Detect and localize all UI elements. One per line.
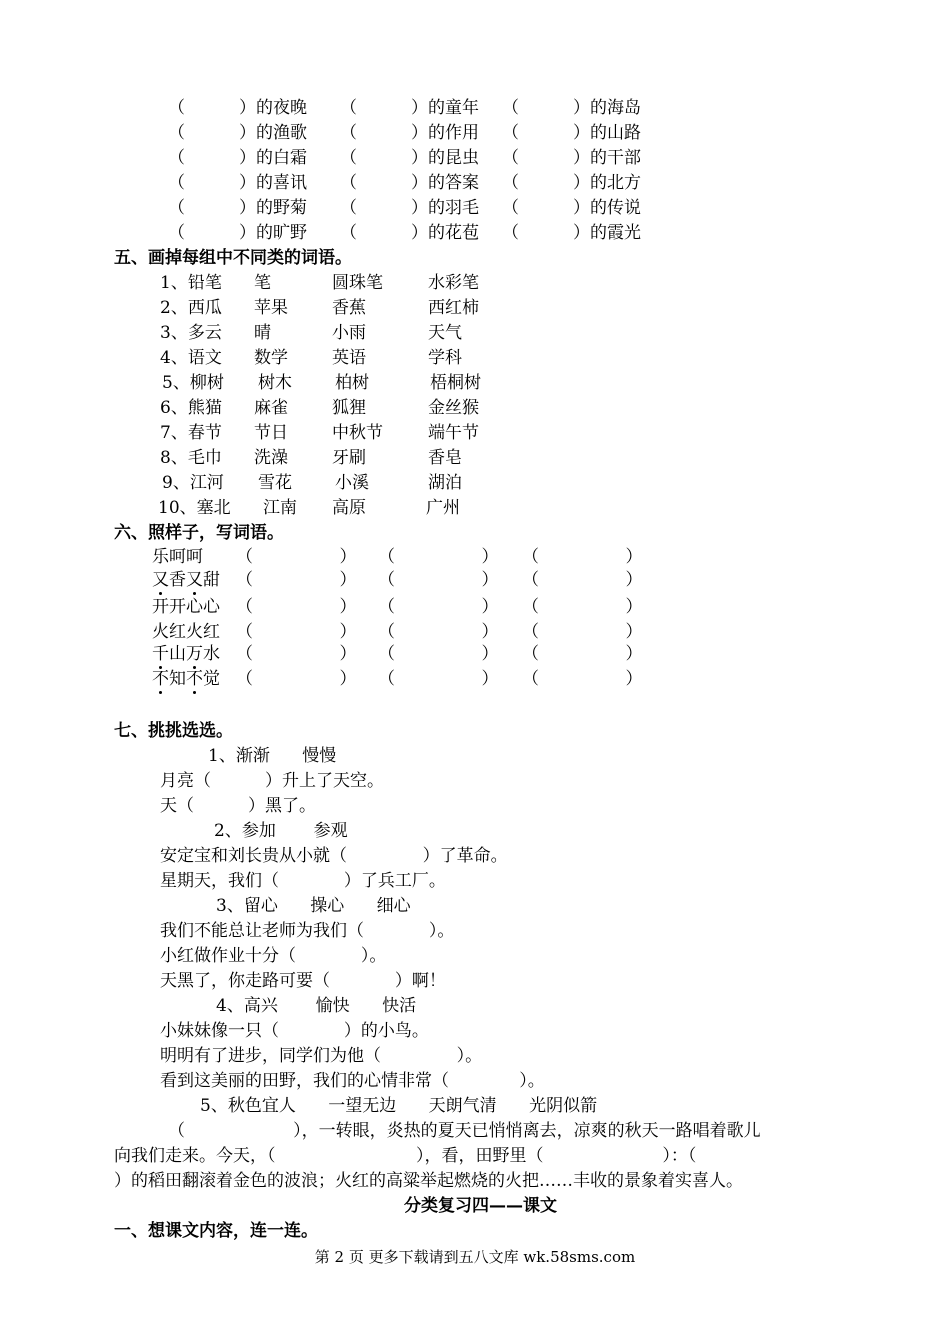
sec6-blank[interactable]: （ ） [236,644,357,664]
sentence: 我们不能总让老师为我们（ ）。 [160,921,455,941]
sec5-word: 学科 [428,348,462,368]
sec5-word: 小溪 [335,473,369,493]
sec4-cell: （ ）的传说 [502,198,642,218]
sec4-cell: （ ）的答案 [340,173,480,193]
sec1-heading: 一、想课文内容，连一连。 [114,1221,318,1241]
sec5-word: 7、春节 [160,423,222,443]
sec5-word: 3、多云 [160,323,222,343]
sec4-cell: （ ）的白霜 [168,148,308,168]
group-title: 1、渐渐 慢慢 [208,746,337,766]
emphasis-dot [193,666,196,669]
sec5-word: 江南 [263,498,297,518]
emphasis-dot [159,691,162,694]
sec4-cell: （ ）的霞光 [502,223,642,243]
group-title: 5、秋色宜人 一望无边 天朗气清 光阴似箭 [200,1096,598,1116]
sec4-cell: （ ）的海岛 [502,98,642,118]
sec5-word: 10、塞北 [158,498,231,518]
sec5-word: 麻雀 [254,398,288,418]
sec4-cell: （ ）的山路 [502,123,642,143]
sec5-word: 晴 [254,323,271,343]
sec5-word: 6、熊猫 [160,398,222,418]
sec4-cell: （ ）的北方 [502,173,642,193]
sec5-word: 湖泊 [428,473,462,493]
sentence: 星期天，我们（ ）了兵工厂。 [160,871,446,891]
sec5-word: 狐狸 [332,398,366,418]
emphasis-dot [193,691,196,694]
sec6-blank[interactable]: （ ） [378,547,499,567]
sec5-word: 节日 [254,423,288,443]
sec5-word: 圆珠笔 [332,273,383,293]
sec4-cell: （ ）的夜晚 [168,98,308,118]
sec6-heading: 六、照样子，写词语。 [114,523,284,543]
sentence: 月亮（ ）升上了天空。 [160,771,385,791]
sec6-blank[interactable]: （ ） [522,570,643,590]
sec5-word: 数学 [254,348,288,368]
review-title: 分类复习四——课文 [404,1196,557,1216]
sec4-cell: （ ）的喜讯 [168,173,308,193]
sec6-blank[interactable]: （ ） [522,644,643,664]
sec6-blank[interactable]: （ ） [378,570,499,590]
sec5-word: 柏树 [335,373,369,393]
paragraph-line: （ ），一转眼，炎热的夏天已悄悄离去，凉爽的秋天一路唱着歌儿 [168,1121,761,1141]
sec5-word: 5、柳树 [162,373,224,393]
sec6-blank[interactable]: （ ） [236,622,357,642]
sec6-blank[interactable]: （ ） [522,547,643,567]
sec6-blank[interactable]: （ ） [236,597,357,617]
sec5-word: 广州 [426,498,460,518]
sec5-word: 小雨 [332,323,366,343]
sec6-blank[interactable]: （ ） [522,622,643,642]
sec5-word: 高原 [332,498,366,518]
sec6-word: 火红火红 [152,622,220,642]
sec5-word: 1、铅笔 [160,273,222,293]
sec5-word: 笔 [254,273,271,293]
sec5-word: 香皂 [428,448,462,468]
sec6-blank[interactable]: （ ） [378,669,499,689]
emphasis-dot [193,592,196,595]
sec4-cell: （ ）的花苞 [340,223,480,243]
emphasis-dot [159,666,162,669]
sec5-word: 天气 [428,323,462,343]
sec5-word: 8、毛巾 [160,448,222,468]
sentence: 天黑了，你走路可要（ ）啊！ [160,971,446,991]
sec4-cell: （ ）的旷野 [168,223,308,243]
sec5-word: 香蕉 [332,298,366,318]
sec6-word: 开开心心 [152,597,220,617]
sec5-word: 2、西瓜 [160,298,222,318]
sec6-word: 不知不觉 [152,669,220,689]
sentence: 小红做作业十分（ ）。 [160,946,387,966]
sec7-heading: 七、挑挑选选。 [114,721,233,741]
sec5-word: 雪花 [258,473,292,493]
sec5-word: 端午节 [428,423,479,443]
sec4-cell: （ ）的昆虫 [340,148,480,168]
sec4-cell: （ ）的童年 [340,98,480,118]
sec4-cell: （ ）的渔歌 [168,123,308,143]
sec6-blank[interactable]: （ ） [522,597,643,617]
sec6-word: 乐呵呵 [152,547,203,567]
sec5-word: 9、江河 [162,473,224,493]
sec6-blank[interactable]: （ ） [378,597,499,617]
sec5-word: 4、语文 [160,348,222,368]
emphasis-dot [159,592,162,595]
sec6-word: 又香又甜 [152,570,220,590]
sec4-cell: （ ）的作用 [340,123,480,143]
sec5-word: 苹果 [254,298,288,318]
group-title: 3、留心 操心 细心 [216,896,411,916]
paragraph-line: 向我们走来。今天，（ ），看，田野里（ ）：（ [114,1146,697,1166]
sec4-cell: （ ）的野菊 [168,198,308,218]
sec4-cell: （ ）的羽毛 [340,198,480,218]
sec6-blank[interactable]: （ ） [378,644,499,664]
sentence: 安定宝和刘长贵从小就（ ）了革命。 [160,846,508,866]
sec5-word: 洗澡 [254,448,288,468]
sec6-blank[interactable]: （ ） [522,669,643,689]
group-title: 2、参加 参观 [214,821,348,841]
sec5-word: 水彩笔 [428,273,479,293]
sec5-word: 梧桐树 [430,373,481,393]
sec6-word: 千山万水 [152,644,220,664]
sec5-word: 英语 [332,348,366,368]
sec6-blank[interactable]: （ ） [236,570,357,590]
sec6-blank[interactable]: （ ） [378,622,499,642]
sec4-cell: （ ）的干部 [502,148,642,168]
sec5-word: 中秋节 [332,423,383,443]
sentence: 明明有了进步，同学们为他（ ）。 [160,1046,483,1066]
group-title: 4、高兴 愉快 快活 [216,996,417,1016]
sec5-word: 金丝猴 [428,398,479,418]
sec5-word: 树木 [258,373,292,393]
paragraph-line: ）的稻田翻滚着金色的波浪；火红的高粱举起燃烧的火把……丰收的景象着实喜人。 [114,1171,743,1191]
page-footer: 第 2 页 更多下载请到五八文库 wk.58sms.com [314,1248,636,1266]
sec6-blank[interactable]: （ ） [236,547,357,567]
sec6-blank[interactable]: （ ） [236,669,357,689]
sec5-word: 西红柿 [428,298,479,318]
sec5-word: 牙刷 [332,448,366,468]
sec5-heading: 五、画掉每组中不同类的词语。 [114,248,352,268]
sentence: 小妹妹像一只（ ）的小鸟。 [160,1021,429,1041]
sentence: 看到这美丽的田野，我们的心情非常（ ）。 [160,1071,545,1091]
sentence: 天（ ）黑了。 [160,796,317,816]
